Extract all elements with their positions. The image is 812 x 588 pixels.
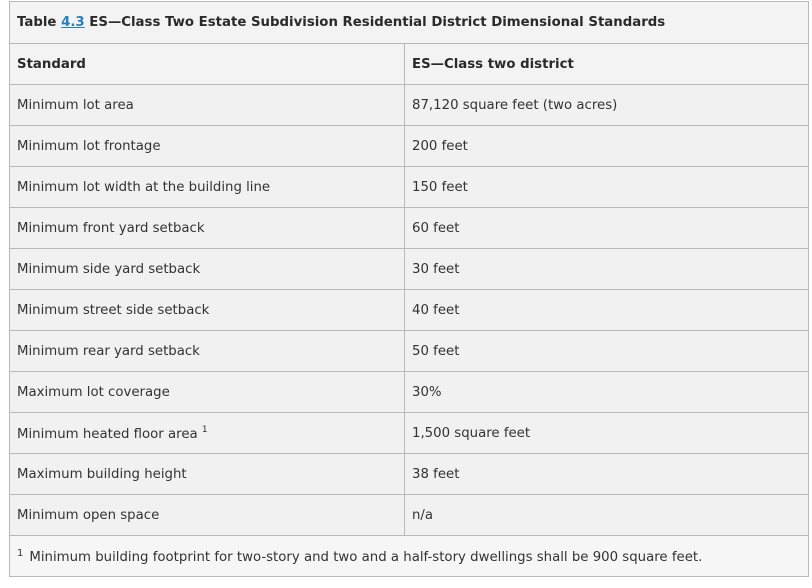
header-standard: Standard — [10, 44, 405, 85]
caption-title: ES—Class Two Estate Subdivision Residential District Dimensional Standards — [89, 15, 666, 30]
table-row — [10, 126, 809, 167]
table-row — [10, 290, 809, 331]
dimensional-standards-table — [9, 1, 809, 577]
standard-cell — [10, 413, 405, 454]
standard-label: Minimum heated floor area — [17, 426, 198, 442]
table-header-row — [10, 44, 809, 85]
standard-label: Minimum open space — [17, 507, 160, 523]
standard-label: Minimum lot width at the building line — [17, 179, 271, 195]
value-cell: 60 feet — [405, 208, 809, 249]
value-cell: 38 feet — [405, 454, 809, 495]
standard-cell — [10, 167, 405, 208]
table-caption — [10, 2, 809, 44]
standard-label: Minimum lot frontage — [17, 138, 161, 154]
standard-cell — [10, 208, 405, 249]
dimensional-standards-table-container — [9, 1, 809, 577]
footnote-marker: 1 — [17, 547, 24, 559]
standard-label: Maximum building height — [17, 466, 187, 482]
value-cell: n/a — [405, 495, 809, 536]
table-row — [10, 208, 809, 249]
value-cell: 50 feet — [405, 331, 809, 372]
footnote-cell — [10, 536, 809, 577]
footnote-text: Minimum building footprint for two-story and two and a half-story dwellings shall be 900 square feet. — [29, 549, 703, 565]
standard-cell — [10, 454, 405, 495]
standard-label: Maximum lot coverage — [17, 384, 170, 400]
table-row — [10, 249, 809, 290]
value-cell: 1,500 square feet — [405, 413, 809, 454]
table-caption-row — [10, 2, 809, 44]
value-cell: 40 feet — [405, 290, 809, 331]
standard-label: Minimum rear yard setback — [17, 343, 200, 359]
table-row — [10, 413, 809, 454]
value-cell: 30% — [405, 372, 809, 413]
standard-label: Minimum front yard setback — [17, 220, 205, 236]
footnote-reference: 1 — [201, 424, 208, 435]
table-row — [10, 495, 809, 536]
table-row — [10, 372, 809, 413]
value-cell: 150 feet — [405, 167, 809, 208]
standard-cell — [10, 331, 405, 372]
table-row — [10, 85, 809, 126]
standard-cell — [10, 85, 405, 126]
caption-prefix: Table — [17, 15, 57, 30]
value-cell: 200 feet — [405, 126, 809, 167]
standard-cell — [10, 495, 405, 536]
standard-cell — [10, 290, 405, 331]
standard-label: Minimum street side setback — [17, 302, 210, 318]
header-district: ES—Class two district — [405, 44, 809, 85]
standard-cell — [10, 249, 405, 290]
table-row — [10, 167, 809, 208]
standard-cell — [10, 126, 405, 167]
footnote-row — [10, 536, 809, 577]
value-cell: 30 feet — [405, 249, 809, 290]
table-row — [10, 454, 809, 495]
value-cell: 87,120 square feet (two acres) — [405, 85, 809, 126]
standard-label: Minimum lot area — [17, 97, 134, 113]
standard-cell — [10, 372, 405, 413]
standard-label: Minimum side yard setback — [17, 261, 201, 277]
table-row — [10, 331, 809, 372]
table-number-link[interactable]: 4.3 — [61, 15, 85, 30]
